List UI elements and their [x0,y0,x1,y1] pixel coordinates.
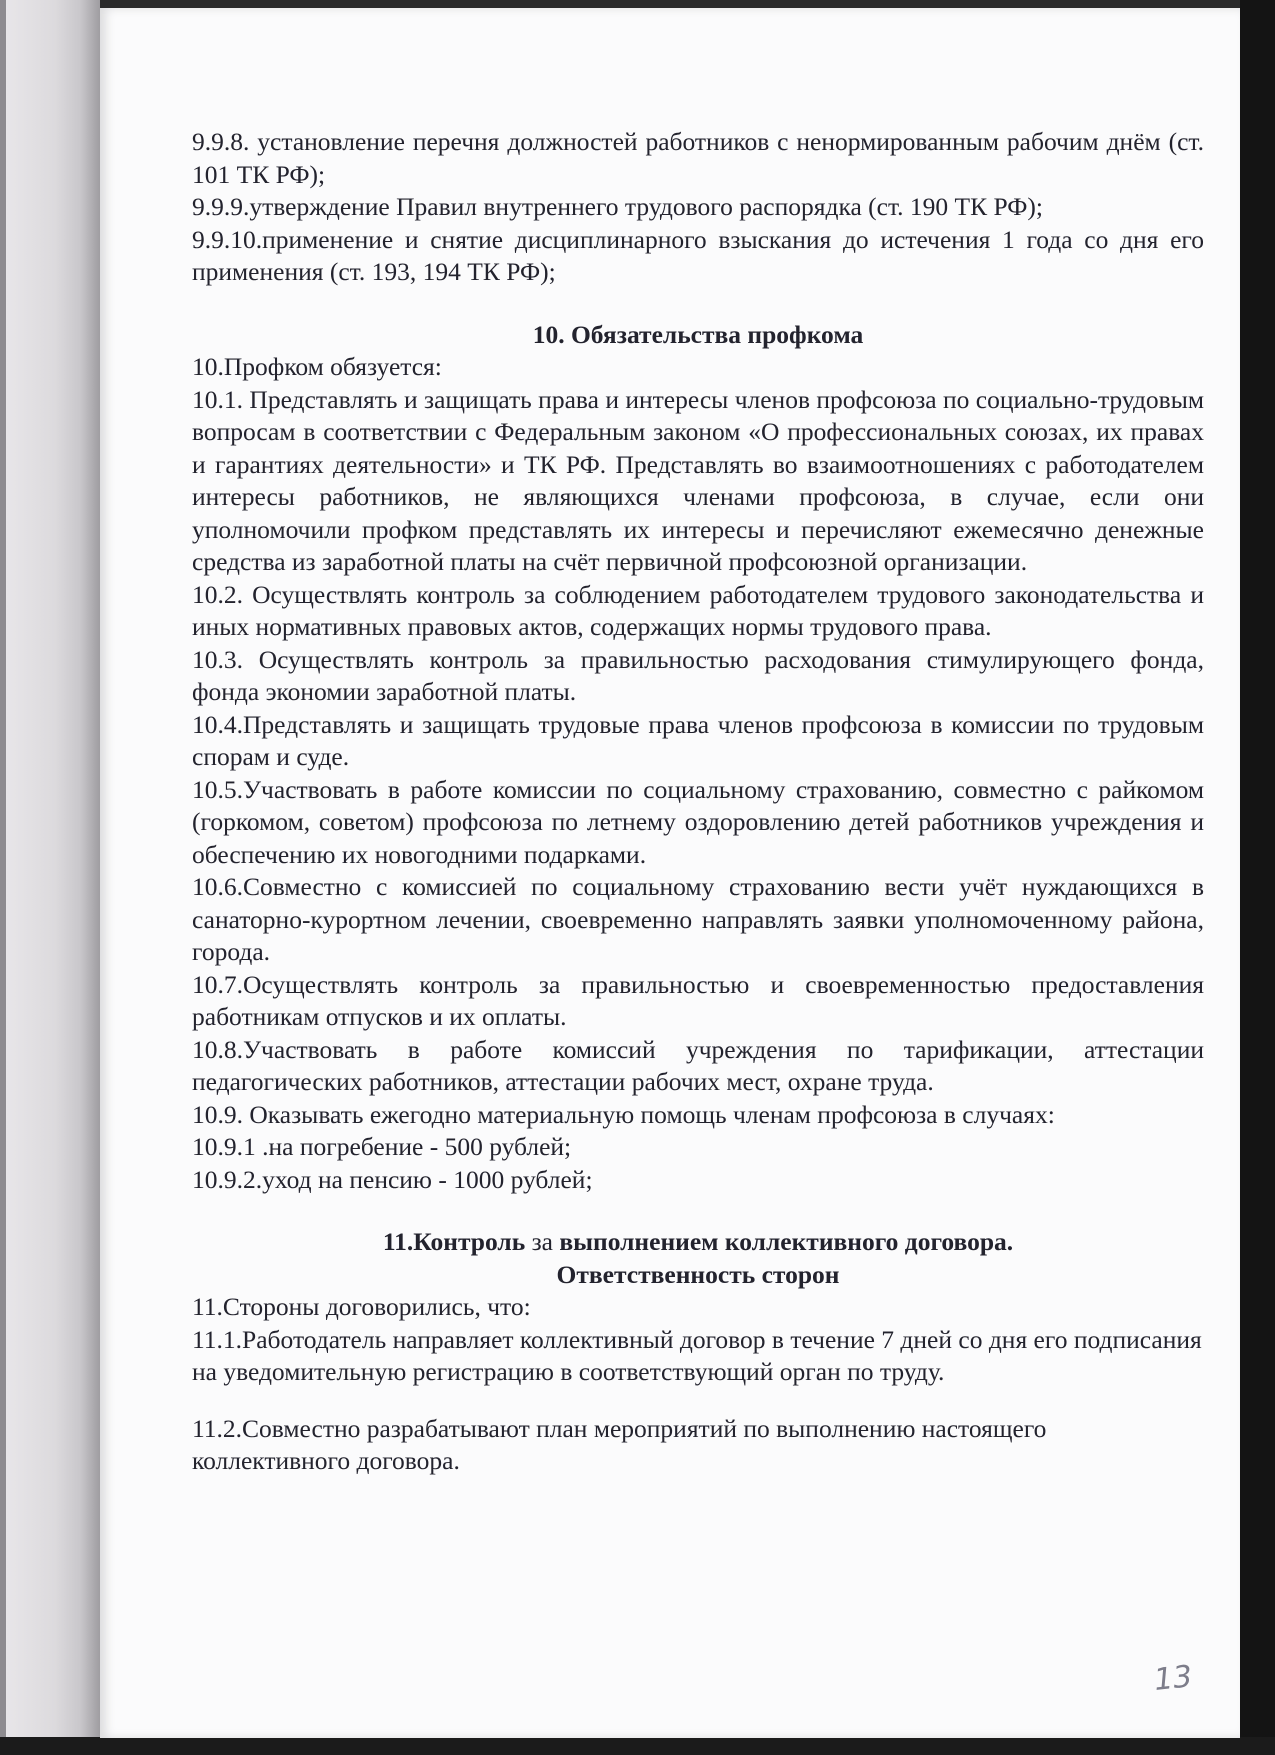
clause-10-6: 10.6.Совместно с комиссией по социальному страхованию вести учёт нуждающихся в санаторно-курортном лечении, своевременно направлять заявки уполномоченному района, города. [192,872,1204,966]
clause-10-4: 10.4.Представлять и защищать трудовые права членов профсоюза в комиссии по трудовым спорам и суде. [192,709,1204,771]
gutter-shadow [0,0,6,1755]
section-11-title-part2: за [531,1227,553,1256]
clause-10-9: 10.9. Оказывать ежегодно материальную помощь членам профсоюза в случаях: [192,1099,1055,1129]
clause-10-8: 10.8.Участвовать в работе комиссий учреждения по тарификации, аттестации педагогических работников, аттестации рабочих мест, охране труда. [192,1034,1204,1096]
section-10-title: 10. Обязательства профкома [532,319,864,349]
clause-10-7: 10.7.Осуществлять контроль за правильностью и своевременностью предоставления работникам отпусков и их оплаты. [192,969,1204,1031]
section-11-intro: 11.Стороны договорились, что: [192,1292,531,1321]
section-11-title-part1: 11.Контроль [382,1227,526,1256]
document-page [100,8,1240,1738]
section-10-intro: 10.Профком обязуется: [192,352,442,381]
clause-10-5: 10.5.Участвовать в работе комиссии по социальному страхованию, совместно с райкомом (горкомом, советом) профсоюза по летнему оздоровлению детей работников учреждения и обеспечению их новогодними подарками. [192,774,1204,869]
page-number: 13 [1152,1659,1194,1698]
binding-gutter [0,0,100,1755]
clause-11-1: 11.1.Работодатель направляет коллективный договор в течение 7 дней со дня его подписания на уведомительную регистрацию в соответствующий орган по труду. [192,1324,1202,1386]
clause-10-1: 10.1. Представлять и защищать права и интересы членов профсоюза по социально-трудовым вопросам в соответствии с Федеральным законом «О профессиональных союзах, их правах и гарантиях деятельности» и ТК РФ. Представлять во взаимоотношениях с работодателем интересы работников, не являющихся членами профсоюза, в случае, если они уполномочили профком представлять их интересы и перечисляют ежемесячно денежные средства из заработной платы на счёт первичной профсоюзной организации. [192,384,1204,576]
section-11-subtitle: Ответственность сторон [556,1259,840,1289]
clause-9-9-10: 9.9.10.применение и снятие дисциплинарного взыскания до истечения 1 года со дня его применения (ст. 193, 194 ТК РФ); [192,224,1204,286]
clause-11-2: 11.2.Совместно разрабатывают план мероприятий по выполнению настоящего коллективного договора. [192,1413,1047,1475]
clause-10-9-2: 10.9.2.уход на пенсию - 1000 рублей; [192,1164,593,1194]
clause-10-3: 10.3. Осуществлять контроль за правильностью расходования стимулирующего фонда, фонда экономии заработной платы. [192,644,1204,706]
clause-10-2: 10.2. Осуществлять контроль за соблюдением работодателем трудового законодательства и иных нормативных правовых актов, содержащих нормы трудового права. [192,579,1204,641]
clause-10-9-1: 10.9.1 .на погребение - 500 рублей; [192,1132,572,1161]
clause-9-9-9: 9.9.9.утверждение Правил внутреннего трудового распорядка (ст. 190 ТК РФ); [192,192,1043,221]
page-content [192,126,1204,1478]
scan-edge-bottom [0,1737,1275,1755]
section-11-title [192,1226,1204,1259]
clause-9-9-8: 9.9.8. установление перечня должностей работников с ненормированным рабочим днём (ст. 101 ТК РФ); [192,127,1204,189]
scan-edge-right [1240,0,1275,1755]
section-11-title-part3: выполнением коллективного договора. [559,1227,1014,1256]
